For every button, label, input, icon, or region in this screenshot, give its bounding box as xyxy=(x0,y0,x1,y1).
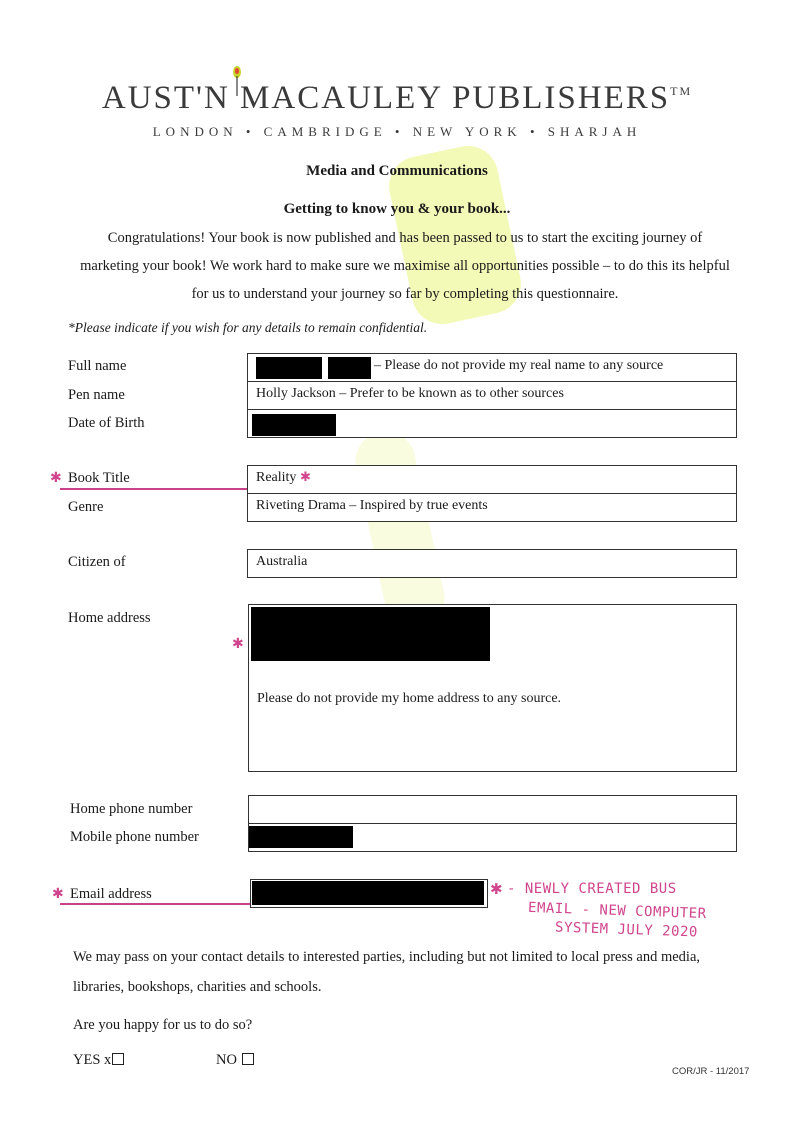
intro-line: Congratulations! Your book is now published and has been passed to us to start the exciting journey of xyxy=(107,230,703,246)
redaction-block xyxy=(328,357,371,379)
redaction-block xyxy=(249,826,353,848)
book-title-text: Reality xyxy=(256,470,297,485)
email-field[interactable] xyxy=(250,879,488,908)
intro-paragraph xyxy=(60,224,750,308)
pen-name-field[interactable] xyxy=(247,381,737,410)
redaction-block xyxy=(256,357,322,379)
home-address-field[interactable] xyxy=(248,604,737,772)
consent-question: Are you happy for us to do so? xyxy=(73,1017,253,1033)
dob-field[interactable] xyxy=(247,409,737,438)
handwritten-underline xyxy=(60,903,250,905)
mobile-phone-label: Mobile phone number xyxy=(70,829,199,845)
yes-label: YES x xyxy=(73,1052,112,1068)
genre-field[interactable] xyxy=(247,493,737,522)
citizen-label: Citizen of xyxy=(68,554,126,570)
book-title-label: Book Title xyxy=(68,470,130,486)
email-label: Email address xyxy=(70,886,152,902)
no-option[interactable] xyxy=(216,1052,254,1069)
handwritten-note-line: EMAIL - NEW COMPUTER xyxy=(527,899,707,923)
form-code: COR/JR - 11/2017 xyxy=(672,1066,750,1077)
home-phone-field[interactable] xyxy=(248,795,737,824)
full-name-label: Full name xyxy=(68,358,127,374)
no-label: NO xyxy=(216,1052,237,1068)
handwritten-star: ✱ xyxy=(299,470,311,485)
consent-paragraph xyxy=(73,942,753,1002)
handwritten-star: ✱ xyxy=(232,636,244,652)
consent-line: libraries, bookshops, charities and schools. xyxy=(73,979,322,995)
home-address-label: Home address xyxy=(68,610,151,626)
no-checkbox[interactable] xyxy=(242,1053,254,1065)
intro-line: marketing your book! We work hard to make sure we maximise all opportunities possible – to do this its helpful xyxy=(80,258,730,274)
full-name-field[interactable] xyxy=(247,353,737,382)
home-address-value: Please do not provide my home address to any source. xyxy=(257,691,562,706)
genre-value: Riveting Drama – Inspired by true events xyxy=(256,498,488,513)
citizen-field[interactable] xyxy=(247,549,737,578)
pen-name-label: Pen name xyxy=(68,387,125,403)
handwritten-note-line: SYSTEM JULY 2020 xyxy=(554,919,699,941)
pen-name-value: Holly Jackson – Prefer to be known as to other sources xyxy=(256,386,564,401)
confidential-note: *Please indicate if you wish for any details to remain confidential. xyxy=(68,320,428,335)
full-name-value: – Please do not provide my real name to any source xyxy=(374,358,664,373)
handwritten-star: ✱ xyxy=(50,470,62,486)
book-title-value xyxy=(256,470,311,486)
intro-line: for us to understand your journey so far by completing this questionnaire. xyxy=(191,286,619,302)
yes-checkbox[interactable] xyxy=(112,1053,124,1065)
redaction-block xyxy=(251,607,490,661)
trademark: TM xyxy=(670,84,693,98)
dob-label: Date of Birth xyxy=(68,415,145,431)
highlighter-mark xyxy=(350,426,450,634)
yes-option[interactable] xyxy=(73,1052,124,1069)
handwritten-star: ✱ xyxy=(490,880,503,898)
home-phone-label: Home phone number xyxy=(70,801,193,817)
logo-feather-icon xyxy=(232,66,240,94)
consent-line: We may pass on your contact details to interested parties, including but not limited to local press and media, xyxy=(73,949,701,965)
publisher-cities: LONDON • CAMBRIDGE • NEW YORK • SHARJAH xyxy=(152,124,642,139)
genre-label: Genre xyxy=(68,499,104,515)
handwritten-note-line: - NEWLY CREATED BUS xyxy=(507,881,677,897)
redaction-block xyxy=(252,881,484,905)
book-title-field[interactable] xyxy=(247,465,737,494)
handwritten-underline xyxy=(60,488,248,490)
citizen-value: Australia xyxy=(256,554,308,569)
publisher-name: AUST'N MACAULEY PUBLISHERS xyxy=(101,80,671,116)
section-title: Media and Communications xyxy=(306,163,488,179)
publisher-logo xyxy=(0,80,794,117)
mobile-phone-field[interactable] xyxy=(248,823,737,852)
handwritten-star: ✱ xyxy=(52,886,64,902)
subtitle: Getting to know you & your book... xyxy=(283,201,511,217)
redaction-block xyxy=(252,414,336,436)
